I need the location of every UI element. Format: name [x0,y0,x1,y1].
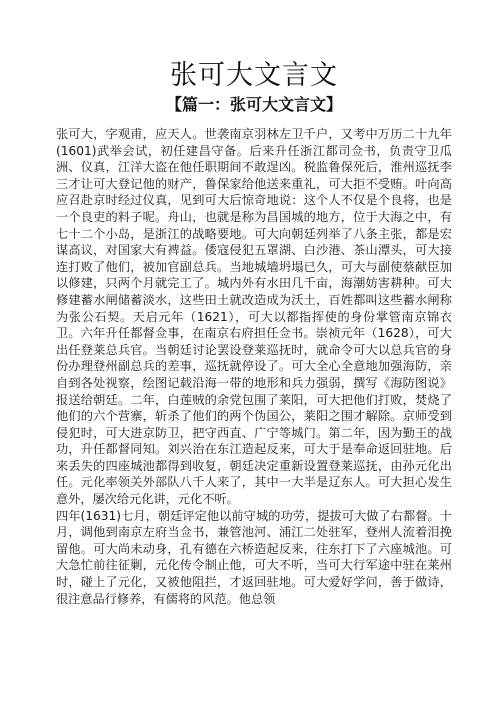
document-title: 张可大文言文 [170,60,338,91]
section-heading: 【篇一：张可大文言文】 [165,95,342,114]
body-paragraph: 四年(1631)七月，朝廷评定他以前守城的功劳，提拔可大做了右都督。十月，调他到南京左府当佥书，兼管池河、浦江二处驻军，登州人流着泪挽留他。可大尚未动身，孔有德在六桥造起反来，往东打下了六座城池。可大急忙前往征剿，元化传令制止他，可大不听，当可大行军途中驻在莱州时，碰上了元化，又被他阻拦，才返回驻地。可大爱好学问，善于做诗，很注意品行修养，有儒将的风范。他总领 [56,508,452,606]
body-paragraph: 张可大，字观甫，应天人。世袭南京羽林左卫千户，又考中万历二十九年(1601)武举会试，初任建昌守备。后来升任浙江都司佥书，负责守卫瓜洲、仪真，江洋大盗在他任职期间不敢逞凶。税监鲁保死后，淮州巡抚李三才让可大登记他的财产，鲁保家给他送来重礼，可大拒不受贿。叶向高应召赴京时经过仪真，见到可大后惊奇地说：这个人不仅是个良将，也是一个良吏的料子呢。舟山，也就是称为昌国城的地方，位于大海之中，有七十二个小岛，是浙江的战略要地。可大向朝廷列举了八条主张，都是宏谋高议，对国家大有裨益。倭寇侵犯五罩湖、白沙港、茶山潭头，可大接连打败了他们，被加官副总兵。当地城墙坍塌已久，可大与副使蔡献臣加以修建，只两个月就完工了。城内外有水田几千亩，海潮妨害耕种。可大修建蓄水闸储蓄淡水，这些田土就改造成为沃土，百姓都叫这些蓄水闸称为张公石契。天启元年（1621），可大以都指挥使的身份掌管南京锦衣卫。六年升任都督佥事，在南京右府担任佥书。崇祯元年（1628），可大出任登莱总兵官。当朝廷讨论罢设登莱巡抚时，就命令可大以总兵官的身份办理登州副总兵的差事，巡抚就停设了。可大全心全意地加强海防，亲自到各处视察，绘图记载沿海一带的地形和兵力强弱，撰写《海防图说》报送给朝廷。二年，白莲贼的余党包围了莱阳，可大把他们打败，焚烧了他们的六个营寨，斩杀了他们的两个伪国公，莱阳之围才解除。京师受到侵犯时，可大进京防卫，把守西直、广宁等城门。第二年，因为勤王的战功，升任都督同知。刘兴治在东江造起反来，可大于是奉命返回驻地。后来丢失的四座城池都得到收复，朝廷决定重新设置登莱巡抚，由孙元化出任。元化率领关外部队八千人来了，其中一大半是辽东人。可大担心发生意外，屡次给元化讲，元化不听。 [56,127,452,507]
document-body [56,126,452,607]
